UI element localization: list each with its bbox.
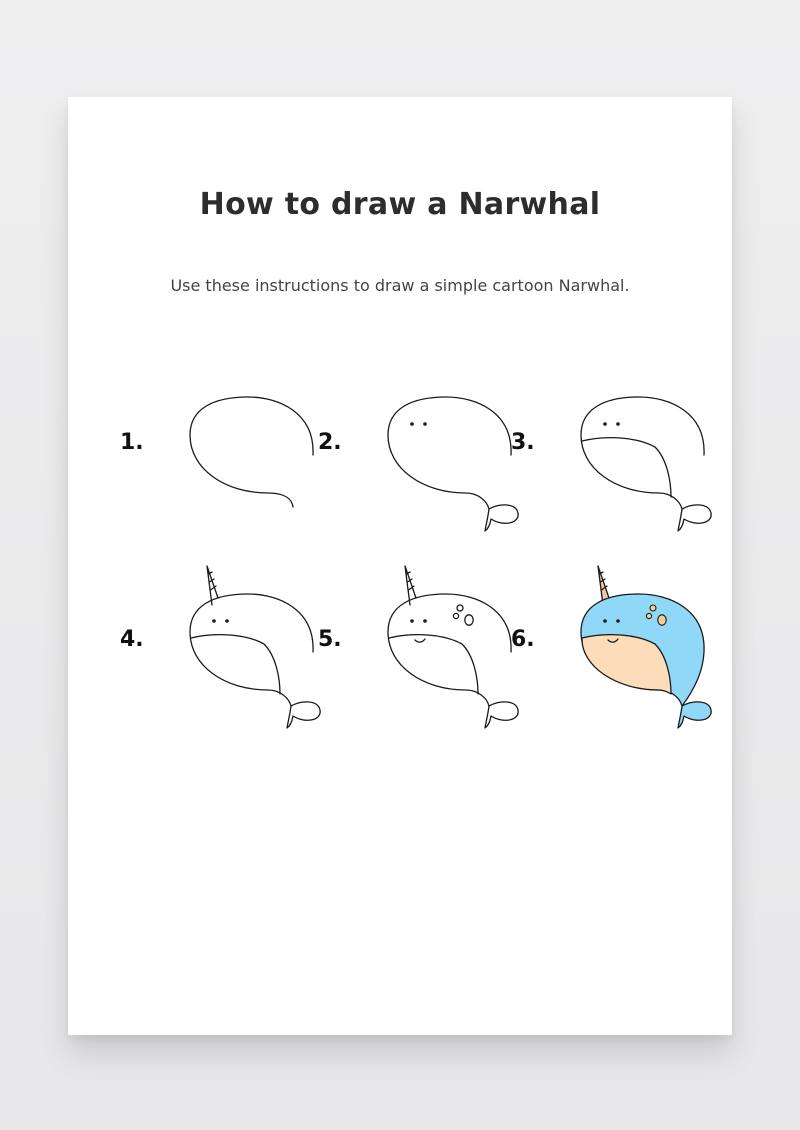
step-number: 5. [318,626,342,652]
narwhal-step-1-drawing [150,347,320,537]
narwhal-step-2-drawing [348,347,518,537]
step-number: 2. [318,429,342,455]
step-2 [318,347,518,537]
step-number: 4. [120,626,144,652]
narwhal-step-6-drawing [541,544,711,734]
narwhal-step-5-drawing [348,544,518,734]
step-number: 6. [511,626,535,652]
narwhal-step-3-drawing [541,347,711,537]
worksheet-page [68,97,732,1035]
step-4 [120,544,320,734]
page-title: How to draw a Narwhal [199,187,601,222]
step-6 [511,544,711,734]
step-1 [120,347,320,537]
step-3 [511,347,711,537]
page-subtitle: Use these instructions to draw a simple cartoon Narwhal. [170,276,630,295]
narwhal-step-4-drawing [150,544,320,734]
step-number: 1. [120,429,144,455]
step-5 [318,544,518,734]
step-number: 3. [511,429,535,455]
